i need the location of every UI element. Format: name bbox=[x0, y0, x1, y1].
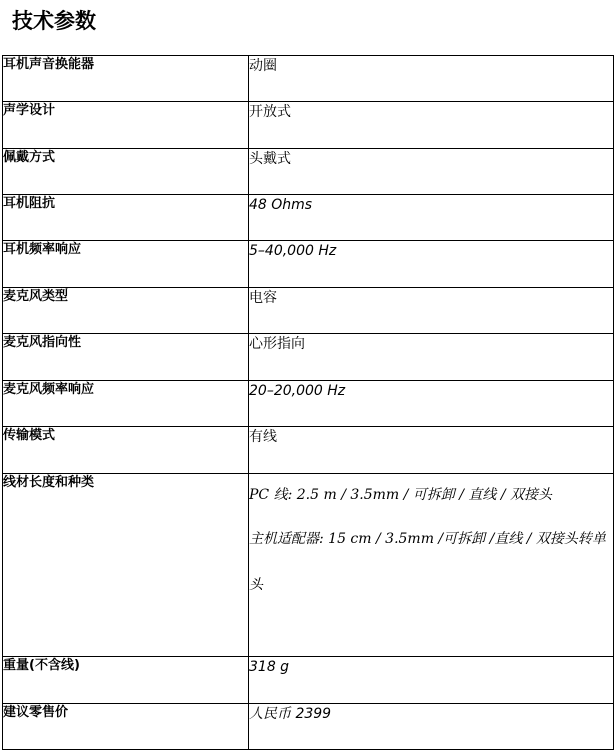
spec-label: 耳机声音换能器 bbox=[3, 56, 249, 102]
spec-value: 318 g bbox=[249, 657, 614, 704]
spec-label: 重量(不含线) bbox=[3, 657, 249, 704]
table-row bbox=[3, 334, 614, 381]
table-row bbox=[3, 657, 614, 704]
spec-label: 耳机频率响应 bbox=[3, 241, 249, 288]
spec-value: 心形指向 bbox=[249, 334, 614, 381]
spec-label: 麦克风类型 bbox=[3, 288, 249, 334]
cable-adapter-line: 主机适配器: 15 cm / 3.5mm /可拆卸 /直线 / 双接头转单头 bbox=[249, 531, 606, 593]
table-row bbox=[3, 195, 614, 241]
spec-value: 头戴式 bbox=[249, 149, 614, 195]
table-row bbox=[3, 149, 614, 195]
spec-value: 人民币 2399 bbox=[249, 704, 614, 750]
spec-value: 有线 bbox=[249, 427, 614, 474]
spec-label: 声学设计 bbox=[3, 102, 249, 149]
spec-label: 线材长度和种类 bbox=[3, 474, 249, 657]
cable-pc-line: PC 线: 2.5 m / 3.5mm / 可拆卸 / 直线 / 双接头 bbox=[249, 487, 553, 503]
spec-value: 电容 bbox=[249, 288, 614, 334]
spec-value: 开放式 bbox=[249, 102, 614, 149]
table-row bbox=[3, 241, 614, 288]
table-row bbox=[3, 56, 614, 102]
spec-label: 传输模式 bbox=[3, 427, 249, 474]
spec-value-multiline bbox=[249, 474, 614, 657]
spec-label: 佩戴方式 bbox=[3, 149, 249, 195]
spec-value: 48 Ohms bbox=[249, 195, 614, 241]
table-row bbox=[3, 102, 614, 149]
spec-label: 耳机阻抗 bbox=[3, 195, 249, 241]
spec-label: 麦克风频率响应 bbox=[3, 381, 249, 427]
spec-label: 建议零售价 bbox=[3, 704, 249, 750]
table-row bbox=[3, 427, 614, 474]
table-row bbox=[3, 474, 614, 657]
spec-table bbox=[2, 55, 614, 750]
spec-value: 20–20,000 Hz bbox=[249, 381, 614, 427]
spec-label: 麦克风指向性 bbox=[3, 334, 249, 381]
spec-value: 5–40,000 Hz bbox=[249, 241, 614, 288]
table-row bbox=[3, 288, 614, 334]
table-row bbox=[3, 704, 614, 750]
spec-value: 动圈 bbox=[249, 56, 614, 102]
table-row bbox=[3, 381, 614, 427]
page-title: 技术参数 bbox=[12, 9, 96, 33]
